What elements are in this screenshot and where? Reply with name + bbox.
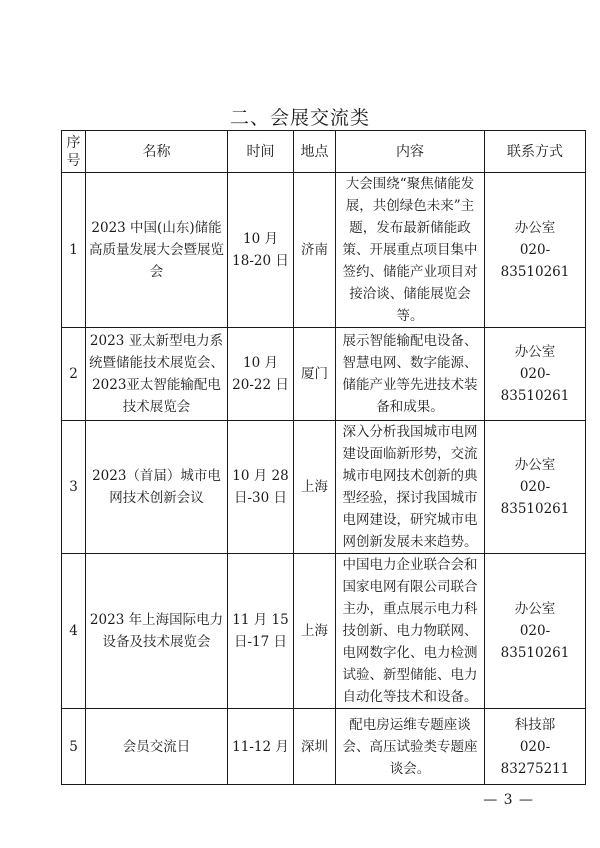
header-contact: 联系方式 xyxy=(485,131,586,173)
row-time: 11 月 15 日-17 日 xyxy=(228,554,294,709)
contact-phone: 020-83510261 xyxy=(500,623,570,661)
row-content: 中国电力企业联合会和国家电网有限公司联合主办，重点展示电力科技创新、电力物联网、电网数字化、电力检测试验、新型储能、电力自动化等技术和设备。 xyxy=(336,554,485,709)
row-contact xyxy=(485,709,586,785)
row-seq: 3 xyxy=(62,421,86,554)
row-contact xyxy=(485,173,586,328)
row-name: 2023 中国(山东)储能高质量发展大会暨展览会 xyxy=(86,173,228,328)
row-contact xyxy=(485,554,586,709)
row-time: 11-12 月 xyxy=(228,709,294,785)
contact-dept: 办公室 xyxy=(514,220,556,236)
contact-phone: 020-83510261 xyxy=(500,479,570,517)
row-location: 深圳 xyxy=(294,709,336,785)
row-location: 上海 xyxy=(294,421,336,554)
header-name: 名称 xyxy=(86,131,228,173)
contact-dept: 办公室 xyxy=(514,344,556,360)
header-seq: 序号 xyxy=(62,131,86,173)
row-name: 会员交流日 xyxy=(86,709,228,785)
row-content: 展示智能输配电设备、智慧电网、数字能源、储能产业等先进技术装备和成果。 xyxy=(336,328,485,421)
header-location: 地点 xyxy=(294,131,336,173)
row-seq: 4 xyxy=(62,554,86,709)
contact-dept: 科技部 xyxy=(514,716,556,733)
row-name: 2023 年上海国际电力设备及技术展览会 xyxy=(86,554,228,709)
header-content: 内容 xyxy=(336,131,485,173)
row-name: 2023（首届）城市电网技术创新会议 xyxy=(86,421,228,554)
page-number: — 3 — xyxy=(483,792,534,808)
row-time: 10 月 18-20 日 xyxy=(228,173,294,328)
row-seq: 5 xyxy=(62,709,86,785)
row-seq: 2 xyxy=(62,328,86,421)
row-content: 配电房运维专题座谈会、高压试验类专题座谈会。 xyxy=(336,709,485,785)
row-content: 深入分析我国城市电网建设面临新形势，交流城市电网技术创新的典型经验，探讨我国城市电网建设，研究城市电网创新发展未来趋势。 xyxy=(336,421,485,554)
row-time: 10 月 20-22 日 xyxy=(228,328,294,421)
contact-phone: 020-83275211 xyxy=(500,738,570,777)
page-title: 二、会展交流类 xyxy=(229,107,370,129)
row-time: 10 月 28 日-30 日 xyxy=(228,421,294,554)
row-location: 上海 xyxy=(294,554,336,709)
row-name: 2023 亚太新型电力系统暨储能技术展览会、2023亚太智能输配电技术展览会 xyxy=(86,328,228,421)
row-contact xyxy=(485,328,586,421)
contact-phone: 020-83510261 xyxy=(500,366,570,404)
header-time: 时间 xyxy=(228,131,294,173)
row-content: 大会围绕“聚焦储能发展，共创绿色未来”主题，发布最新储能政策、开展重点项目集中签约、储能产业项目对接洽谈、储能展览会等。 xyxy=(336,173,485,328)
row-location: 济南 xyxy=(294,173,336,328)
row-contact xyxy=(485,421,586,554)
table-row xyxy=(62,554,586,709)
table-header-row xyxy=(62,131,586,173)
table-row xyxy=(62,173,586,328)
contact-phone: 020-83510261 xyxy=(500,242,570,280)
row-location: 厦门 xyxy=(294,328,336,421)
table-row xyxy=(62,421,586,554)
row-seq: 1 xyxy=(62,173,86,328)
contact-dept: 办公室 xyxy=(514,601,556,617)
table-row xyxy=(62,709,586,785)
table-row xyxy=(62,328,586,421)
events-table xyxy=(61,130,586,785)
contact-dept: 办公室 xyxy=(514,457,556,473)
